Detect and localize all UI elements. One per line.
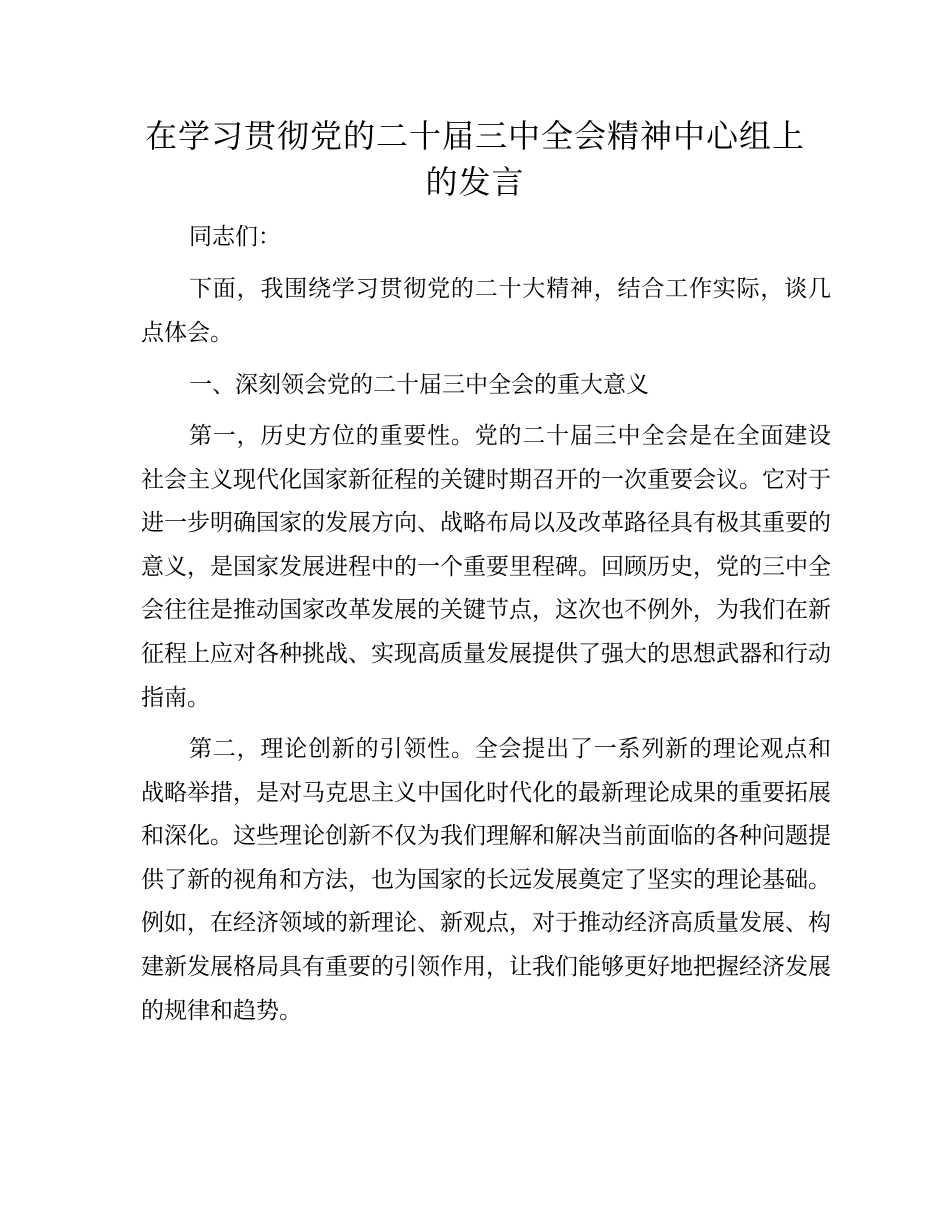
paragraph-second: 第二，理论创新的引领性。全会提出了一系列新的理论观点和战略举措，是对马克思主义中国化时代化的最新理论成果的重要拓展和深化。这些理论创新不仅为我们理解和解决当前面临的各种问题提供了新的视角和方法，也为国家的长远发展奠定了坚实的理论基础。例如，在经济领域的新理论、新观点，对于推动经济高质量发展、构建新发展格局具有重要的引领作用，让我们能够更好地把握经济发展的规律和趋势。	[141, 736, 831, 1024]
title-line-2: 的发言	[425, 163, 525, 201]
section-heading-1: 一、深刻领会党的二十届三中全会的重大意义	[189, 372, 649, 398]
paragraph-first: 第一，历史方位的重要性。党的二十届三中全会是在全面建设社会主义现代化国家新征程的关键时期召开的一次重要会议。它对于进一步明确国家的发展方向、战略布局以及改革路径具有极其重要的意义，是国家发展进程中的一个重要里程碑。回顾历史，党的三中全会往往是推动国家改革发展的关键节点，这次也不例外，为我们在新征程上应对各种挑战、实现高质量发展提供了强大的思想武器和行动指南。	[141, 423, 831, 711]
title-line-1: 在学习贯彻党的二十届三中全会精神中心组上	[144, 117, 805, 155]
document-title	[140, 113, 810, 205]
intro-paragraph: 下面，我围绕学习贯彻党的二十大精神，结合工作实际，谈几点体会。	[141, 276, 831, 346]
greeting: 同志们：	[189, 224, 281, 250]
